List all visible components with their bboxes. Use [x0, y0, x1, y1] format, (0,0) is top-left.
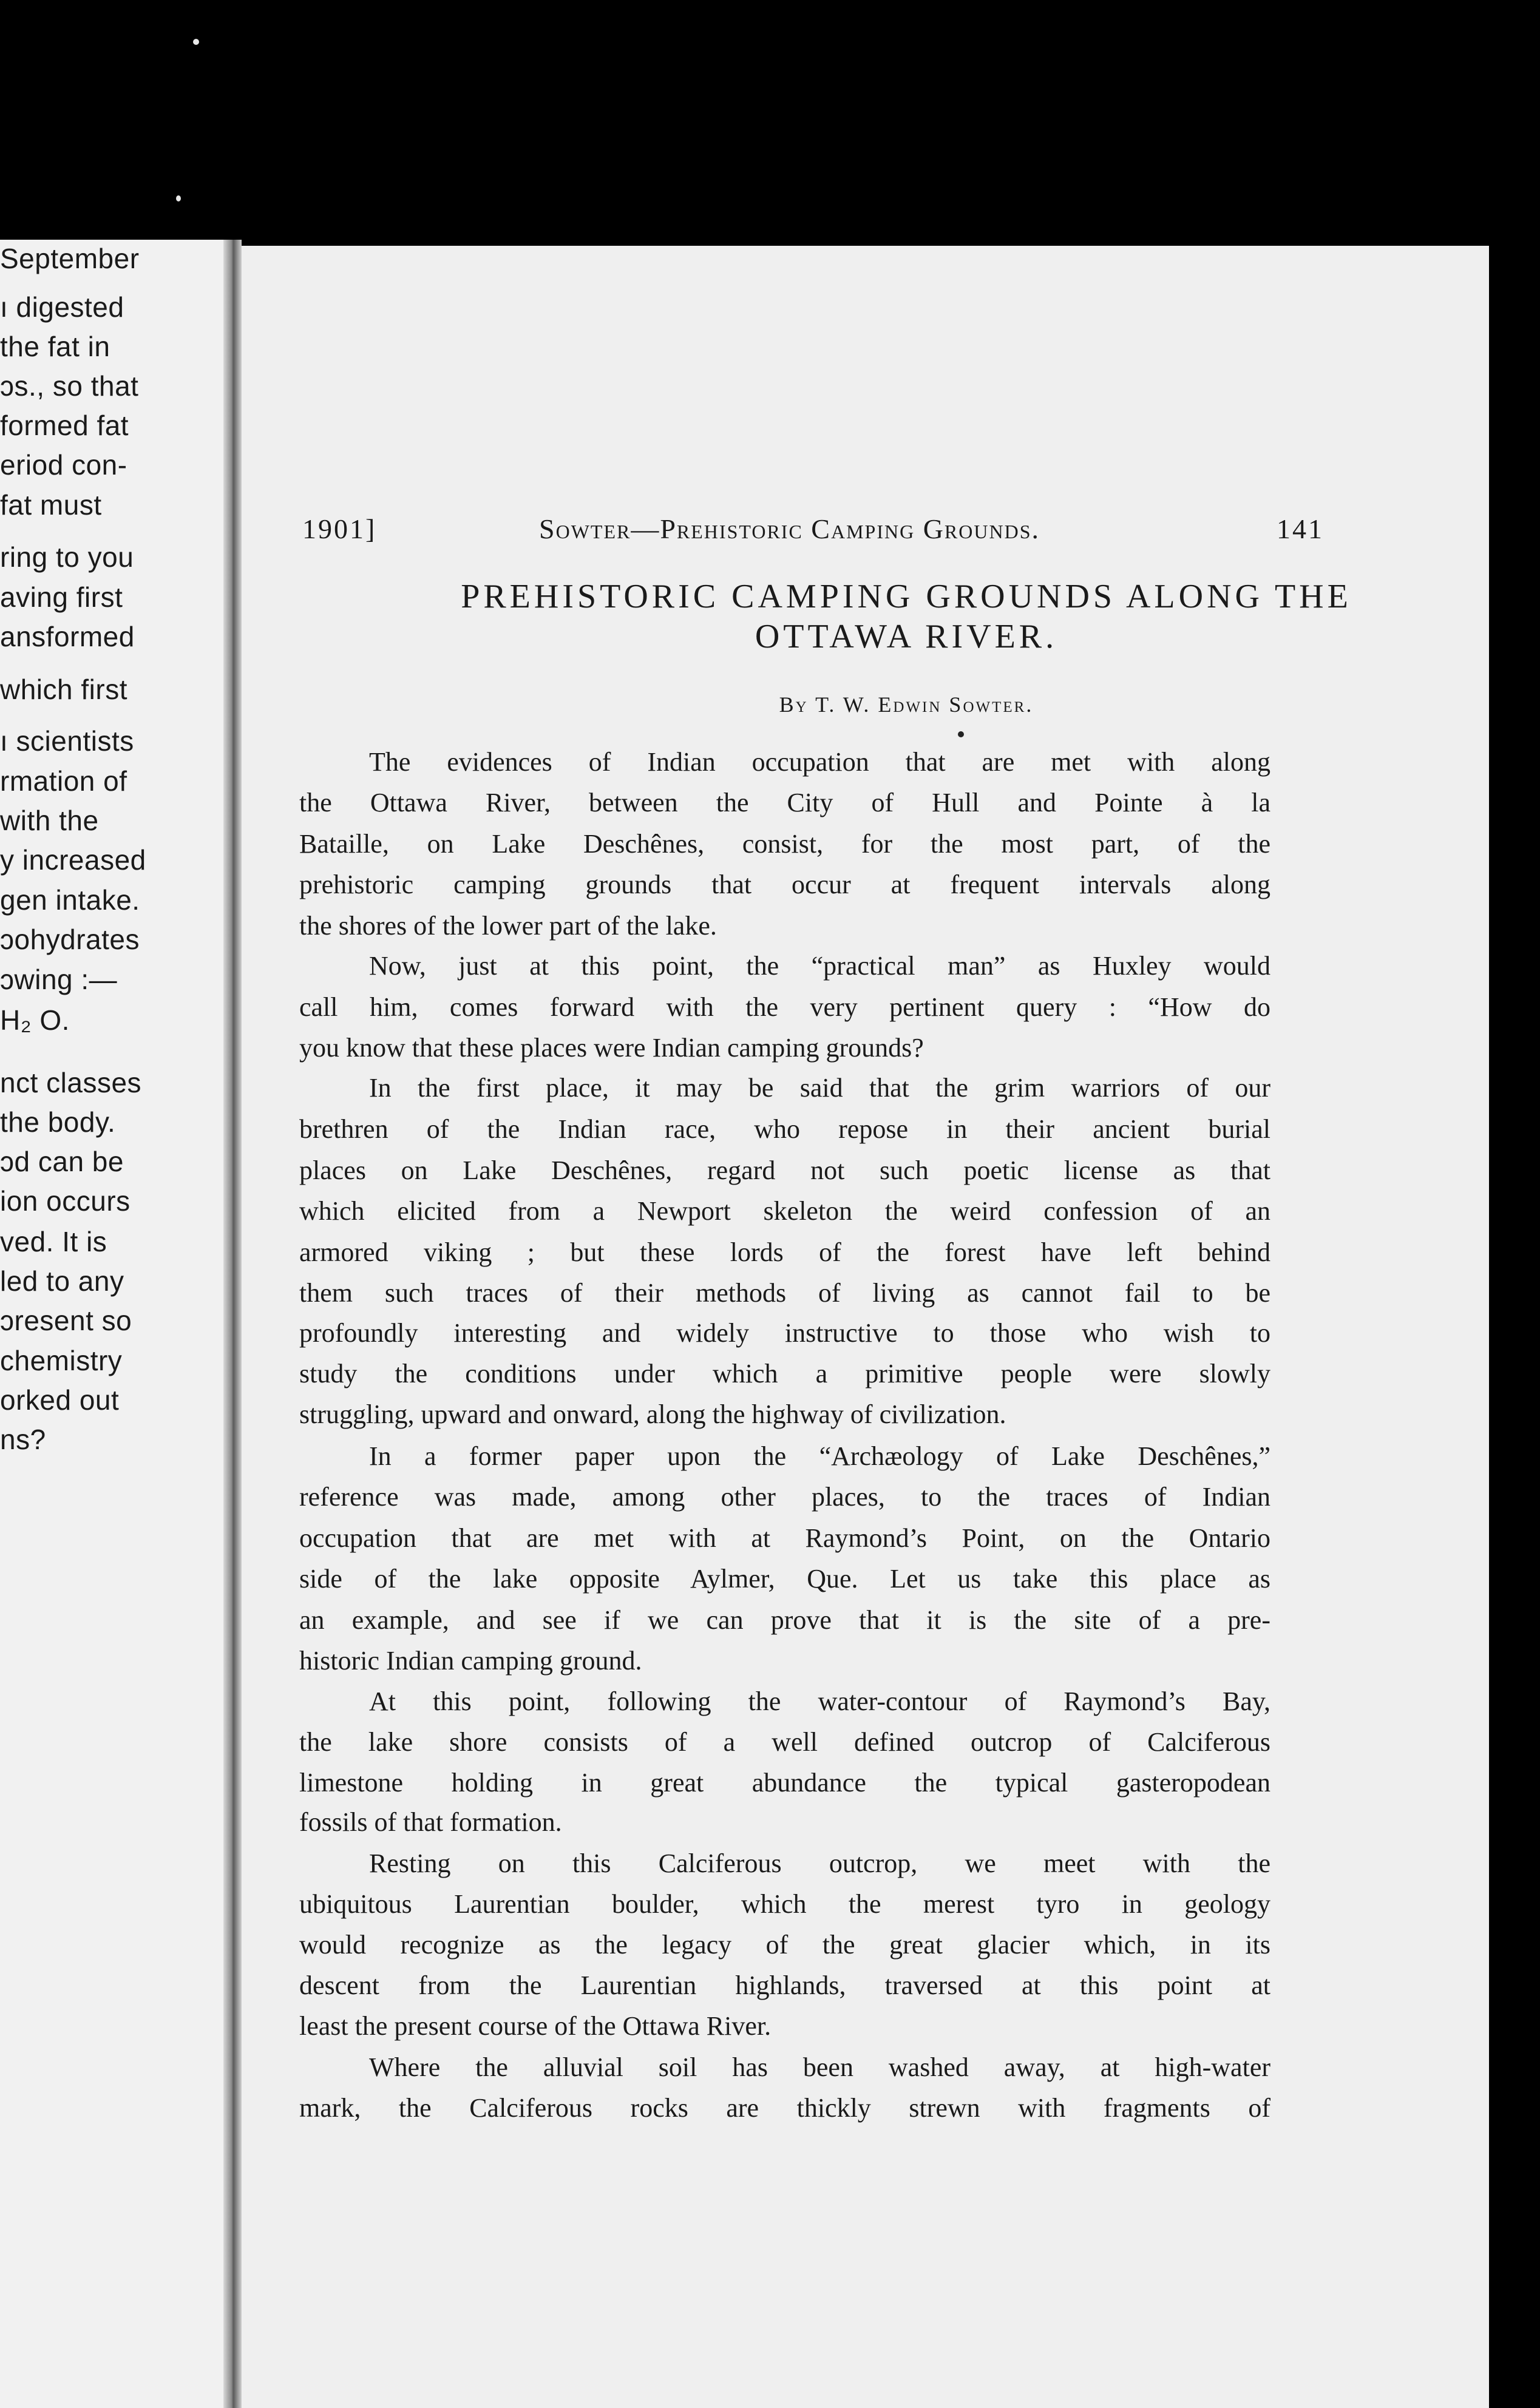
text-line: Where the alluvial soil has been washed away, at high-water	[369, 2052, 1270, 2082]
text-line: prehistoric camping grounds that occur at frequent intervals along	[299, 870, 1270, 899]
main-page	[242, 246, 1489, 2408]
left-page-line: formed fat	[0, 410, 129, 441]
text-line: Bataille, on Lake Deschênes, consist, for the most part, of the	[299, 829, 1270, 859]
scan-speck	[176, 195, 181, 201]
running-head-title: Sowter—Prehistoric Camping Grounds.	[539, 513, 1040, 544]
left-page-line: ɔd can be	[0, 1146, 124, 1177]
left-page-line: aving first	[0, 581, 123, 613]
text-line: limestone holding in great abundance the typical gasteropodean	[299, 1768, 1270, 1798]
text-line: least the present course of the Ottawa River.	[299, 2011, 772, 2041]
left-page-line: the body.	[0, 1106, 116, 1138]
text-line: In the first place, it may be said that the grim warriors of our	[369, 1073, 1270, 1103]
text-line: an example, and see if we can prove that it is the site of a pre-	[299, 1605, 1270, 1635]
text-line: Now, just at this point, the “practical man” as Huxley would	[369, 951, 1270, 981]
left-page-line: orked out	[0, 1384, 120, 1416]
text-line: In a former paper upon the “Archæology of Lake Deschênes,”	[369, 1441, 1270, 1471]
left-page-line: ı scientists	[0, 725, 134, 757]
text-line: struggling, upward and onward, along the highway of civilization.	[299, 1399, 1006, 1429]
left-page-line: H₂ O.	[0, 1004, 70, 1036]
scan-speck	[193, 39, 199, 45]
left-page-line: ɔs., so that	[0, 370, 139, 402]
text-line: call him, comes forward with the very pertinent query : “How do	[299, 992, 1270, 1022]
article-byline: By T. W. Edwin Sowter.	[779, 692, 1034, 717]
left-page-line: nct classes	[0, 1067, 142, 1098]
left-page-line: ring to you	[0, 541, 134, 573]
left-page-line: chemistry	[0, 1345, 123, 1376]
text-line: them such traces of their methods of living as cannot fail to be	[299, 1278, 1270, 1308]
left-page-line: ɔresent so	[0, 1305, 132, 1336]
text-line: the shores of the lower part of the lake.	[299, 911, 717, 941]
left-page-line: the fat in	[0, 331, 110, 362]
text-line: descent from the Laurentian highlands, traversed at this point at	[299, 1970, 1270, 2000]
running-head	[302, 513, 1510, 549]
text-line: the Ottawa River, between the City of Hull and Pointe à la	[299, 788, 1270, 817]
left-page-line: fat must	[0, 489, 102, 521]
left-page-line: y increased	[0, 844, 146, 876]
separator-dot	[958, 731, 964, 737]
text-line: mark, the Calciferous rocks are thickly strewn with fragments of	[299, 2093, 1270, 2123]
text-line: places on Lake Deschênes, regard not such poetic license as that	[299, 1155, 1270, 1185]
running-head-year: 1901]	[302, 513, 377, 544]
left-page-line: led to any	[0, 1265, 124, 1297]
text-line: armored viking ; but these lords of the forest have left behind	[299, 1237, 1270, 1267]
text-line: brethren of the Indian race, who repose in their ancient burial	[299, 1114, 1270, 1144]
left-page-line: ns?	[0, 1424, 46, 1455]
text-line: reference was made, among other places, to the traces of Indian	[299, 1482, 1270, 1512]
text-line: historic Indian camping ground.	[299, 1646, 642, 1676]
text-line: At this point, following the water-contour of Raymond’s Bay,	[369, 1686, 1270, 1716]
text-line: study the conditions under which a primitive people were slowly	[299, 1359, 1270, 1388]
text-line: Resting on this Calciferous outcrop, we meet with the	[369, 1848, 1270, 1878]
text-line: profoundly interesting and widely instructive to those who wish to	[299, 1318, 1270, 1348]
text-line: you know that these places were Indian camping grounds?	[299, 1033, 924, 1063]
page-number: 141	[1277, 513, 1324, 544]
left-page-line: ɔwing :—	[0, 964, 118, 995]
text-line: ubiquitous Laurentian boulder, which the merest tyro in geology	[299, 1889, 1270, 1919]
text-line: fossils of that formation.	[299, 1807, 562, 1837]
left-page-line: ion occurs	[0, 1185, 131, 1217]
left-page-line: which first	[0, 674, 127, 705]
text-line: side of the lake opposite Aylmer, Que. Let us take this place as	[299, 1564, 1270, 1594]
left-page-line: September	[0, 243, 140, 274]
text-line: would recognize as the legacy of the great glacier which, in its	[299, 1930, 1270, 1960]
article-title-line-2: OTTAWA RIVER.	[755, 618, 1058, 655]
book-gutter	[223, 240, 242, 2408]
left-page-line: with the	[0, 805, 99, 836]
left-page-fragment	[0, 240, 236, 2408]
text-line: The evidences of Indian occupation that are met with along	[369, 747, 1270, 777]
left-page-line: gen intake.	[0, 884, 140, 916]
text-line: the lake shore consists of a well defined outcrop of Calciferous	[299, 1727, 1270, 1757]
text-line: occupation that are met with at Raymond’s Point, on the Ontario	[299, 1523, 1270, 1553]
text-line: which elicited from a Newport skeleton the weird confession of an	[299, 1196, 1270, 1226]
left-page-line: rmation of	[0, 765, 127, 797]
left-page-line: ved. It is	[0, 1226, 107, 1257]
article-title-line-1: PREHISTORIC CAMPING GROUNDS ALONG THE	[461, 578, 1352, 615]
left-page-line: ı digested	[0, 291, 124, 323]
left-page-line: eriod con-	[0, 449, 127, 481]
article-title	[302, 577, 1510, 657]
left-page-line: ɔohydrates	[0, 924, 140, 955]
left-page-line: ansformed	[0, 621, 135, 652]
